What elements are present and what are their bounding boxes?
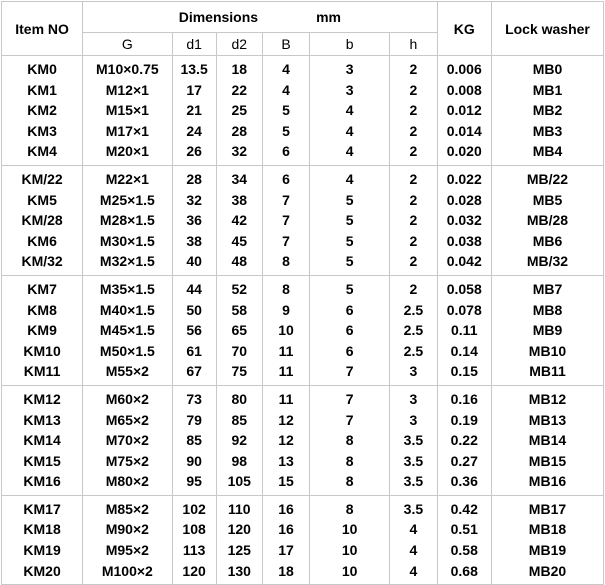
cell-d1: 26	[186, 143, 202, 160]
cell-lock-washer: MB4	[532, 143, 563, 160]
cell-group-b	[310, 166, 389, 275]
cell-g: M90×2	[105, 521, 149, 538]
cell-lock-washer: MB5	[532, 191, 563, 208]
cell-d2: 58	[231, 301, 248, 318]
cell-kg: 0.68	[450, 562, 478, 579]
cell-b: 8	[345, 500, 354, 517]
cell-g: M75×2	[105, 452, 149, 469]
cell-group-d1	[173, 166, 216, 275]
cell-h: 2	[409, 61, 418, 77]
header-h: h	[390, 33, 436, 55]
cell-b: 10	[341, 521, 358, 538]
cell-h: 3.5	[403, 432, 424, 449]
cell-g: M12×1	[105, 81, 149, 98]
cell-kg: 0.11	[451, 322, 478, 339]
cell-group-lock-washer	[492, 386, 603, 495]
header-b: b	[310, 33, 389, 55]
cell-item-no: KM5	[27, 191, 57, 208]
cell-h: 2	[409, 81, 418, 98]
cell-B: 16	[278, 521, 294, 538]
cell-d1: 61	[186, 342, 202, 359]
cell-b: 8	[345, 473, 354, 490]
header-B: B	[263, 33, 309, 55]
cell-kg: 0.16	[450, 390, 478, 407]
table-row-group	[2, 166, 603, 275]
cell-B: 7	[282, 191, 290, 208]
cell-d2: 34	[231, 170, 248, 187]
cell-d2: 75	[231, 363, 248, 380]
table-body	[2, 56, 603, 584]
cell-d1: 28	[186, 170, 202, 187]
cell-lock-washer: MB9	[532, 322, 563, 339]
cell-B: 7	[282, 232, 290, 249]
cell-b: 6	[345, 342, 354, 359]
cell-h: 4	[409, 562, 418, 579]
cell-d1: 120	[182, 562, 206, 579]
cell-group-g	[83, 276, 171, 385]
cell-d2: 125	[227, 542, 251, 559]
cell-group-g	[83, 56, 171, 165]
cell-h: 3.5	[403, 473, 424, 490]
cell-b: 6	[345, 322, 354, 339]
cell-item-no: KM18	[23, 521, 61, 538]
cell-lock-washer: MB17	[528, 500, 567, 517]
cell-kg: 0.008	[446, 81, 482, 98]
cell-B: 4	[282, 81, 290, 98]
cell-b: 10	[341, 562, 358, 579]
cell-d1: 85	[186, 432, 202, 449]
cell-h: 2	[409, 212, 418, 229]
cell-group-item-no	[2, 56, 82, 165]
cell-kg: 0.22	[450, 432, 478, 449]
cell-g: M22×1	[105, 170, 149, 187]
header-lock-washer: Lock washer	[492, 2, 603, 55]
cell-kg: 0.36	[450, 473, 478, 490]
cell-h: 2	[409, 102, 418, 119]
cell-lock-washer: MB2	[532, 102, 563, 119]
cell-g: M28×1.5	[99, 212, 155, 229]
cell-lock-washer: MB/22	[526, 170, 569, 187]
cell-group-b	[310, 56, 389, 165]
cell-B: 8	[282, 253, 290, 270]
cell-g: M25×1.5	[99, 191, 155, 208]
cell-h: 3	[409, 411, 418, 428]
cell-group-item-no	[2, 386, 82, 495]
cell-b: 5	[345, 253, 354, 270]
cell-d1: 40	[186, 253, 202, 270]
cell-lock-washer: MB1	[532, 81, 563, 98]
cell-d2: 92	[231, 432, 248, 449]
cell-kg: 0.042	[446, 253, 482, 270]
cell-B: 16	[278, 500, 294, 517]
cell-kg: 0.078	[446, 301, 482, 318]
cell-lock-washer: MB20	[528, 562, 567, 579]
cell-lock-washer: MB19	[528, 542, 567, 559]
cell-d1: 90	[186, 452, 202, 469]
cell-group-lock-washer	[492, 56, 603, 165]
cell-d1: 67	[186, 363, 202, 380]
cell-h: 2.5	[403, 342, 424, 359]
cell-g: M40×1.5	[99, 301, 155, 318]
cell-h: 3.5	[403, 500, 424, 517]
cell-d2: 45	[231, 232, 248, 249]
cell-group-h	[390, 276, 436, 385]
table-row-group	[2, 276, 603, 385]
cell-d2: 120	[227, 521, 251, 538]
cell-group-d2	[217, 166, 262, 275]
cell-lock-washer: MB10	[528, 342, 567, 359]
cell-group-B	[263, 386, 309, 495]
cell-group-b	[310, 276, 389, 385]
cell-d2: 85	[231, 411, 248, 428]
cell-group-B	[263, 166, 309, 275]
cell-group-item-no	[2, 276, 82, 385]
cell-kg: 0.19	[450, 411, 478, 428]
cell-kg: 0.012	[446, 102, 482, 119]
cell-d2: 18	[231, 61, 248, 77]
cell-B: 11	[278, 363, 294, 380]
cell-b: 4	[345, 122, 354, 139]
cell-group-kg	[438, 56, 491, 165]
cell-group-lock-washer	[492, 166, 603, 275]
cell-d2: 48	[231, 253, 248, 270]
cell-g: M30×1.5	[99, 232, 155, 249]
cell-item-no: KM0	[27, 61, 57, 77]
cell-group-d1	[173, 276, 216, 385]
cell-kg: 0.006	[446, 61, 482, 77]
cell-lock-washer: MB3	[532, 122, 563, 139]
cell-group-h	[390, 386, 436, 495]
cell-b: 8	[345, 432, 354, 449]
cell-item-no: KM15	[23, 452, 61, 469]
cell-item-no: KM13	[23, 411, 61, 428]
cell-d2: 105	[227, 473, 251, 490]
cell-kg: 0.028	[446, 191, 482, 208]
cell-h: 3	[409, 390, 418, 407]
cell-d2: 130	[227, 562, 251, 579]
cell-b: 3	[345, 61, 354, 77]
cell-group-d2	[217, 56, 262, 165]
cell-h: 2.5	[403, 322, 424, 339]
cell-d2: 80	[231, 390, 248, 407]
cell-kg: 0.032	[446, 212, 482, 229]
cell-b: 5	[345, 280, 354, 297]
cell-b: 8	[345, 452, 354, 469]
cell-item-no: KM19	[23, 542, 61, 559]
cell-item-no: KM/32	[21, 253, 63, 270]
cell-d1: 79	[186, 411, 202, 428]
cell-item-no: KM6	[27, 232, 57, 249]
cell-kg: 0.058	[446, 280, 482, 297]
header-kg: KG	[438, 2, 491, 55]
cell-item-no: KM/28	[21, 212, 63, 229]
cell-item-no: KM/22	[21, 170, 63, 187]
cell-h: 2	[409, 253, 418, 270]
cell-g: M80×2	[105, 473, 149, 490]
cell-kg: 0.51	[450, 521, 478, 538]
cell-group-h	[390, 166, 436, 275]
cell-g: M70×2	[105, 432, 149, 449]
cell-group-g	[83, 386, 171, 495]
cell-group-b	[310, 386, 389, 495]
table-row-group	[2, 56, 603, 165]
header-d2: d2	[217, 33, 262, 55]
cell-d2: 70	[231, 342, 248, 359]
cell-d1: 108	[182, 521, 206, 538]
cell-d1: 113	[182, 542, 206, 559]
header-item-no: Item NO	[2, 2, 82, 55]
cell-kg: 0.27	[450, 452, 478, 469]
cell-g: M45×1.5	[99, 322, 155, 339]
cell-b: 6	[345, 301, 354, 318]
cell-g: M20×1	[105, 143, 149, 160]
header-d1: d1	[173, 33, 216, 55]
cell-group-d1	[173, 56, 216, 165]
cell-g: M55×2	[105, 363, 149, 380]
cell-h: 2	[409, 232, 418, 249]
cell-item-no: KM3	[27, 122, 57, 139]
cell-d2: 65	[231, 322, 248, 339]
cell-group-kg	[438, 276, 491, 385]
cell-item-no: KM1	[27, 81, 57, 98]
cell-item-no: KM11	[23, 363, 61, 380]
cell-B: 11	[278, 390, 294, 407]
cell-d2: 42	[231, 212, 248, 229]
cell-lock-washer: MB18	[528, 521, 567, 538]
cell-d1: 17	[186, 81, 202, 98]
cell-group-lock-washer	[492, 276, 603, 385]
cell-group-kg	[438, 166, 491, 275]
cell-item-no: KM12	[23, 390, 61, 407]
cell-h: 2	[409, 170, 418, 187]
cell-d1: 24	[186, 122, 202, 139]
cell-lock-washer: MB16	[528, 473, 567, 490]
cell-B: 5	[282, 102, 290, 119]
cell-d2: 98	[231, 452, 248, 469]
cell-h: 4	[409, 521, 418, 538]
header-dimensions-label: Dimensions	[178, 9, 259, 25]
cell-kg: 0.022	[446, 170, 482, 187]
cell-lock-washer: MB13	[528, 411, 567, 428]
cell-lock-washer: MB11	[529, 363, 566, 380]
header-dimensions	[83, 2, 436, 32]
cell-g: M60×2	[105, 390, 149, 407]
cell-group-kg	[438, 386, 491, 495]
cell-item-no: KM7	[27, 280, 57, 297]
cell-lock-washer: MB6	[532, 232, 563, 249]
cell-h: 3.5	[403, 452, 424, 469]
cell-kg: 0.15	[450, 363, 478, 380]
cell-d1: 13.5	[180, 61, 208, 77]
cell-b: 4	[345, 143, 354, 160]
cell-kg: 0.58	[450, 542, 478, 559]
cell-h: 2.5	[403, 301, 424, 318]
cell-d1: 102	[182, 500, 206, 517]
cell-B: 8	[282, 280, 290, 297]
cell-d2: 52	[231, 280, 248, 297]
cell-g: M65×2	[105, 411, 149, 428]
cell-d2: 25	[231, 102, 248, 119]
cell-group-g	[83, 166, 171, 275]
cell-lock-washer: MB15	[528, 452, 567, 469]
cell-lock-washer: MB12	[528, 390, 567, 407]
cell-B: 4	[282, 61, 290, 77]
cell-d1: 38	[186, 232, 202, 249]
cell-g: M100×2	[101, 562, 153, 579]
cell-group-item-no	[2, 166, 82, 275]
cell-g: M95×2	[105, 542, 149, 559]
cell-d2: 38	[231, 191, 248, 208]
cell-h: 3	[409, 363, 418, 380]
header-dimensions-unit: mm	[316, 9, 341, 25]
cell-h: 2	[409, 280, 418, 297]
cell-B: 10	[278, 322, 294, 339]
cell-d1: 50	[186, 301, 202, 318]
cell-lock-washer: MB8	[532, 301, 563, 318]
cell-h: 2	[409, 143, 418, 160]
cell-b: 10	[341, 542, 358, 559]
cell-B: 12	[278, 432, 294, 449]
cell-item-no: KM8	[27, 301, 57, 318]
cell-item-no: KM9	[27, 322, 57, 339]
cell-g: M85×2	[105, 500, 149, 517]
cell-item-no: KM2	[27, 102, 57, 119]
cell-B: 12	[278, 411, 294, 428]
cell-d2: 22	[231, 81, 248, 98]
cell-item-no: KM10	[23, 342, 61, 359]
cell-B: 15	[278, 473, 294, 490]
cell-b: 7	[345, 363, 354, 380]
cell-b: 5	[345, 191, 354, 208]
cell-lock-washer: MB/32	[526, 253, 569, 270]
cell-g: M17×1	[105, 122, 149, 139]
cell-lock-washer: MB7	[532, 280, 563, 297]
table-row-group	[2, 386, 603, 495]
cell-d1: 21	[186, 102, 202, 119]
cell-item-no: KM16	[23, 473, 61, 490]
cell-g: M32×1.5	[99, 253, 155, 270]
cell-lock-washer: MB14	[528, 432, 567, 449]
cell-kg: 0.42	[450, 500, 478, 517]
cell-kg: 0.014	[446, 122, 482, 139]
cell-d2: 32	[231, 143, 248, 160]
cell-kg: 0.020	[446, 143, 482, 160]
cell-g: M10×0.75	[96, 61, 159, 77]
cell-b: 5	[345, 212, 354, 229]
cell-d1: 73	[186, 390, 202, 407]
cell-b: 4	[345, 170, 354, 187]
cell-B: 5	[282, 122, 290, 139]
cell-group-d1	[173, 386, 216, 495]
cell-lock-washer: MB0	[532, 61, 563, 77]
cell-lock-washer: MB/28	[526, 212, 569, 229]
cell-d1: 36	[186, 212, 202, 229]
cell-group-d2	[217, 386, 262, 495]
spec-table	[1, 1, 604, 585]
cell-group-B	[263, 56, 309, 165]
cell-g: M35×1.5	[99, 280, 155, 297]
cell-kg: 0.14	[450, 342, 478, 359]
cell-B: 6	[282, 170, 290, 187]
cell-d1: 44	[186, 280, 202, 297]
cell-B: 7	[282, 212, 290, 229]
cell-B: 18	[278, 562, 294, 579]
cell-h: 2	[409, 122, 418, 139]
cell-item-no: KM17	[23, 500, 61, 517]
cell-B: 13	[278, 452, 294, 469]
cell-h: 4	[409, 542, 418, 559]
cell-B: 11	[278, 342, 294, 359]
cell-g: M50×1.5	[99, 342, 155, 359]
cell-item-no: KM20	[23, 562, 61, 579]
cell-g: M15×1	[105, 102, 149, 119]
cell-group-B	[263, 276, 309, 385]
cell-h: 2	[409, 191, 418, 208]
cell-d2: 110	[227, 500, 251, 517]
cell-b: 4	[345, 102, 354, 119]
cell-item-no: KM14	[23, 432, 61, 449]
cell-group-d2	[217, 276, 262, 385]
cell-B: 17	[278, 542, 294, 559]
cell-kg: 0.038	[446, 232, 482, 249]
cell-b: 5	[345, 232, 354, 249]
cell-b: 3	[345, 81, 354, 98]
cell-b: 7	[345, 390, 354, 407]
cell-item-no: KM4	[27, 143, 57, 160]
cell-B: 9	[282, 301, 290, 318]
cell-d1: 32	[186, 191, 202, 208]
cell-d1: 95	[186, 473, 202, 490]
cell-d1: 56	[186, 322, 202, 339]
cell-group-h	[390, 56, 436, 165]
cell-b: 7	[345, 411, 354, 428]
cell-d2: 28	[231, 122, 248, 139]
cell-B: 6	[282, 143, 290, 160]
header-g: G	[83, 33, 171, 55]
